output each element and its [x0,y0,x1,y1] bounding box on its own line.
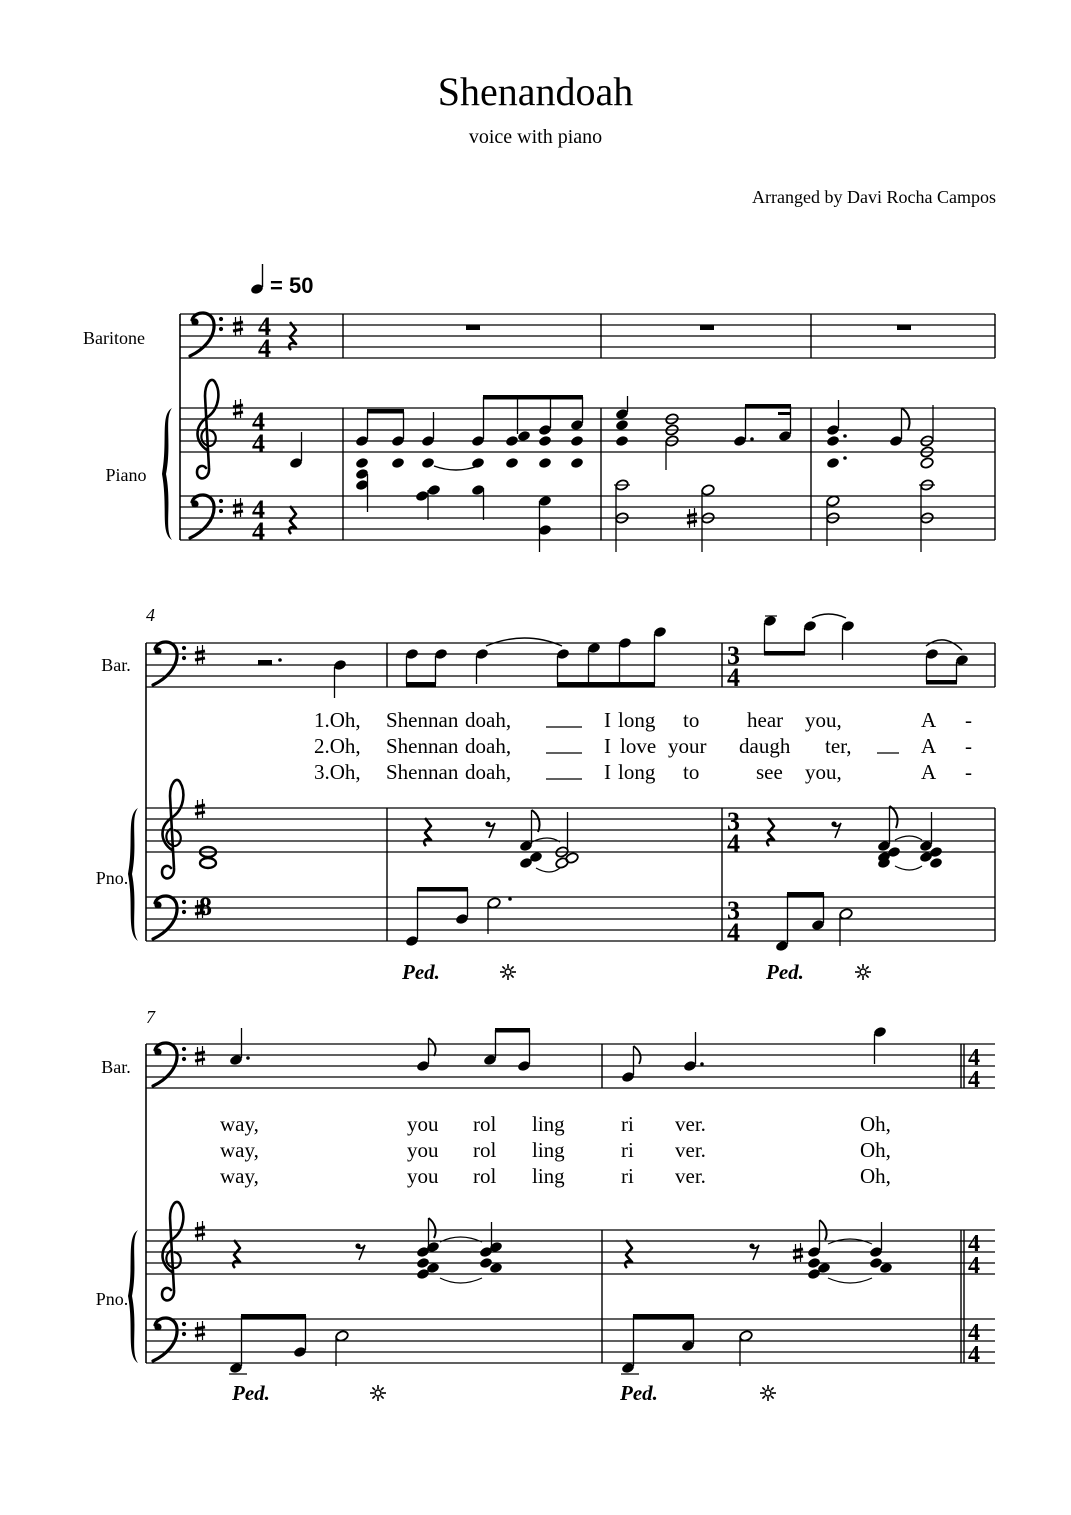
verse-2 [314,734,972,758]
lyric-syllable: you [407,1112,439,1136]
pedal-down-mark: Ped. [232,1381,270,1405]
voice-label: Baritone [83,328,145,348]
piano-treble-notes [289,395,934,470]
treble-clef-icon [197,380,218,478]
time-sig-top: 4 [252,407,265,436]
time-sig-top: 4 [258,312,271,341]
system-1 [83,264,995,552]
measure-number: 7 [146,1007,155,1027]
lyric-syllable: Oh, [860,1164,891,1188]
piano-label-short: Pno. [95,868,129,888]
verse-3 [314,760,972,784]
lyric-syllable: - [965,708,972,732]
lyric-syllable: daugh [739,734,791,758]
lyric-syllable: you, [805,760,842,784]
bass-clef-icon [153,642,186,685]
lyric-syllable: ter, [825,734,852,758]
lyric-syllable: A [921,734,937,758]
treble-clef-icon [162,1202,183,1300]
half-rest [258,660,272,665]
lyric-syllable: Oh, [860,1138,891,1162]
lyric-syllable: I [604,708,611,732]
lyric-syllable: ling [532,1112,565,1136]
measure-number: 4 [146,605,155,625]
lyric-syllable: 3.Oh, [314,760,361,784]
verse-3 [220,1164,891,1188]
piano-bass-staff [146,897,995,941]
lyric-syllable: rol [473,1164,497,1188]
bass-clef-icon [153,1043,186,1086]
pedal-down-mark: Ped. [766,960,804,984]
lyric-syllable: nan [428,760,459,784]
sharp-icon [195,1221,205,1241]
time-sig-bottom: 4 [727,663,740,692]
lyric-syllable: - [965,760,972,784]
lyric-syllable: ver. [675,1112,706,1136]
lyric-syllable: see [756,760,783,784]
piano-barlines [387,808,995,941]
lyric-syllable: - [965,734,972,758]
lyrics-system-2 [314,708,972,784]
lyric-syllable: ri [621,1112,634,1136]
tempo-text: = 50 [270,273,314,298]
piano-barlines [602,1230,964,1363]
piano-bass-staff [146,1319,995,1363]
baritone-staff [180,314,995,358]
time-sig-bottom: 4 [727,829,740,858]
time-sig-top: 3 [727,807,740,836]
lyric-syllable: nan [428,734,459,758]
lyric-syllable: I [604,734,611,758]
lyric-syllable: long [618,708,656,732]
lyric-syllable: ver. [675,1164,706,1188]
time-sig-bottom: 4 [258,334,271,363]
bass-clef-icon [153,1318,186,1361]
voice-label-short: Bar. [101,655,131,675]
baritone-staff [146,643,995,687]
pedal-marks-system-3 [231,1381,776,1405]
pedal-up-icon [760,1385,776,1401]
piano-bass-staff [180,496,995,540]
lyric-syllable: 1.Oh, [314,708,361,732]
lyric-syllable: hear [747,708,784,732]
lyric-syllable: Shen [386,760,428,784]
system-3 [96,1007,995,1405]
lyric-syllable: you, [805,708,842,732]
lyric-syllable: ri [621,1164,634,1188]
pedal-up-icon [855,964,871,980]
piano-label-short: Pno. [95,1289,129,1309]
lyric-syllable: way, [220,1112,259,1136]
lyric-syllable: doah, [465,760,512,784]
piano-treble-staff [180,408,995,452]
lyric-syllable: A [921,760,937,784]
time-sig-bottom: 4 [968,1342,980,1368]
lyric-syllable: Shen [386,734,428,758]
time-sig-top: 4 [968,1045,980,1071]
lyric-syllable: ver. [675,1138,706,1162]
pedal-up-icon [500,964,516,980]
piano-bass-notes [355,468,935,552]
time-sig-top: 4 [968,1231,980,1257]
whole-rest [700,325,714,330]
lyric-syllable: 2.Oh, [314,734,361,758]
lyric-syllable: A [921,708,937,732]
lyric-syllable: to [683,760,700,784]
lyric-syllable: rol [473,1138,497,1162]
page-subtitle: voice with piano [468,126,603,148]
sharp-icon [233,498,243,518]
baritone-staff [146,1044,995,1088]
baritone-notes [333,614,969,698]
bass-clef-icon [153,896,186,939]
piano-brace [162,408,172,540]
verse-1 [220,1112,891,1136]
time-sig-bottom: 4 [727,918,740,947]
time-sig-bottom: 4 [252,517,265,546]
lyric-syllable: love [620,734,657,758]
lyric-syllable: your [668,734,707,758]
lyric-syllable: nan [428,708,459,732]
tempo-marking [250,264,314,298]
system-2 [96,605,995,984]
treble-clef-icon [162,780,183,878]
verse-2 [220,1138,891,1162]
pedal-marks-system-2 [401,960,871,984]
time-sig-bottom: 4 [252,429,265,458]
lyric-syllable: ling [532,1138,565,1162]
sharp-icon [195,799,205,819]
verse-1 [314,708,972,732]
lyric-syllable: to [683,708,700,732]
pedal-up-icon [370,1385,386,1401]
lyric-syllable: doah, [465,734,512,758]
time-sig-bottom: 4 [968,1067,980,1093]
piano-treble-staff [146,1230,995,1274]
lyric-syllable: you [407,1138,439,1162]
piano-label: Piano [105,465,147,485]
sharp-icon [195,1321,205,1341]
lyric-syllable: Shen [386,708,428,732]
piano-brace [128,1230,138,1363]
time-sig-bottom: 4 [968,1253,980,1279]
sharp-icon [195,1046,205,1066]
pedal-down-mark: Ped. [620,1381,658,1405]
page-title: Shenandoah [437,69,634,114]
sharp-icon [233,399,243,419]
piano-brace [128,808,138,941]
lyric-syllable: rol [473,1112,497,1136]
sharp-icon [195,645,205,665]
voice-label-short: Bar. [101,1057,131,1077]
piano-treble-staff [146,808,995,852]
sharp-icon [233,316,243,336]
lyric-syllable: long [618,760,656,784]
lyric-syllable: Oh, [860,1112,891,1136]
lyrics-system-3 [220,1112,891,1188]
whole-rest [897,325,911,330]
lyric-syllable: I [604,760,611,784]
time-sig-top: 3 [727,896,740,925]
time-sig-top: 4 [968,1320,980,1346]
lyric-syllable: you [407,1164,439,1188]
bass-clef-icon [190,495,223,538]
chord-numeral: 8 [199,892,212,921]
lyric-syllable: way, [220,1164,259,1188]
whole-rest [466,325,480,330]
time-sig-top: 4 [252,495,265,524]
lyric-syllable: ling [532,1164,565,1188]
pedal-down-mark: Ped. [402,960,440,984]
time-sig-top: 3 [727,641,740,670]
bass-clef-icon [190,313,223,356]
quarter-rest [289,506,296,534]
arranger-credit: Arranged by Davi Rocha Campos [752,187,996,207]
lyric-syllable: ri [621,1138,634,1162]
lyric-syllable: way, [220,1138,259,1162]
lyric-syllable: doah, [465,708,512,732]
